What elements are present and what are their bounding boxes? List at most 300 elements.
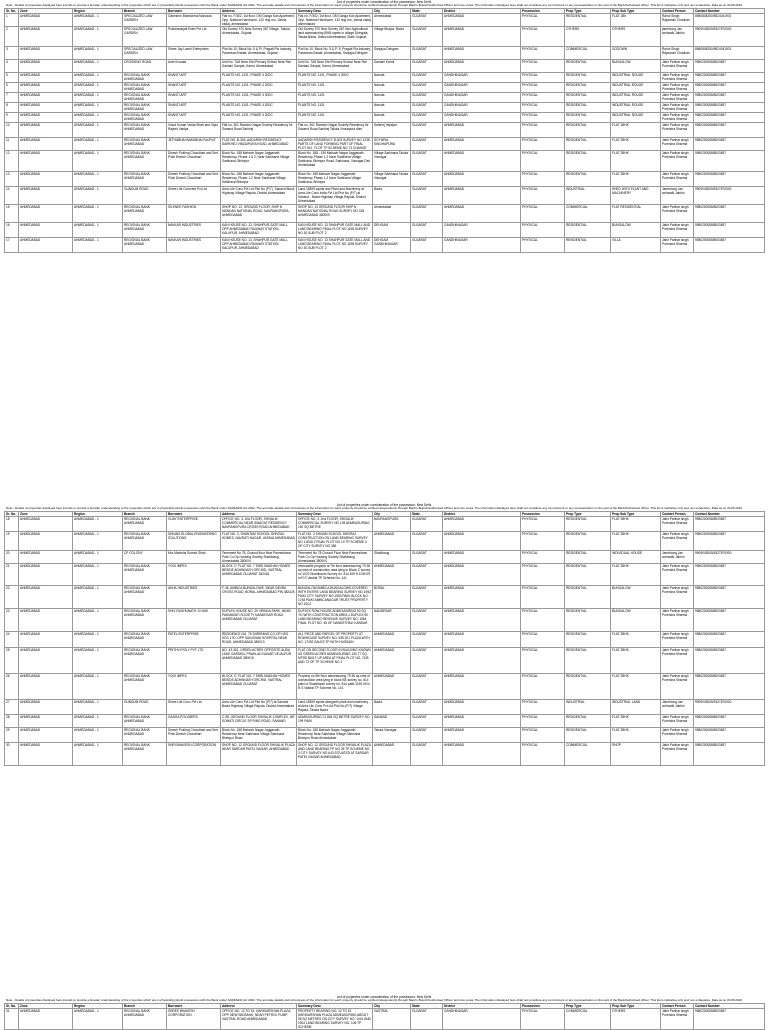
table-cell: AHMEDABAD: [373, 631, 411, 647]
table-cell: ALL PIECE AND PARCEL OF PROPERTY AT ROWHOUSE SURVEY NO. 535 301 PLAZA WITH NO. 17292 SALES TP WITH HUSSAIN: [297, 631, 373, 647]
table-row: [5, 222, 765, 237]
document-title-line: List of properties under consideration of the possession: New Delhi: [336, 995, 432, 999]
table-cell: 28: [5, 714, 19, 727]
table-cell: RESIDENTIAL: [565, 585, 611, 608]
table-cell: 9980200058/8003657: [694, 237, 765, 252]
table-cell: GANDHINAGAR: [443, 1008, 521, 1029]
table-cell: 9980200058/8003657: [694, 102, 765, 112]
table-cell: PHYSICAL: [521, 563, 565, 585]
table-cell: INDUSTRIAL LAND: [611, 699, 661, 714]
table-cell: OFFICE NO. 3, 2nd FLOOR, SHIVALIK COMMERCIAL NEAR SWAGAT RESIDENCY NAVRANGPURA CROSS ROAD AHMEDABAD: [221, 516, 297, 531]
column-header: Prop Sub Type: [611, 1003, 661, 1008]
table-cell: Jabir Parihar singh Purendra Sharma: [661, 714, 694, 727]
table-cell: GANDHINAGAR: [443, 222, 521, 237]
table-cell: Jabir Parihar singh Purendra Sharma: [661, 82, 694, 92]
table-row: [5, 186, 765, 204]
column-header: State: [411, 1003, 443, 1008]
table-cell: Flat no. F/302, 1st floor, OM Ganga Kan Apartment, Opp. National Handloom, 132 ring rno, Vasna vadaj ahmedabad: [298, 13, 371, 26]
table-cell: REGIONAL BANK AHMEDABAD: [123, 608, 167, 631]
table-row: [5, 102, 765, 112]
table-cell: OFFICE NO. 3, 2nd FLOOR, SHIVALIK COMMERCIAL SURVEY NO 135 ADMEASURING 152 SQ METRE: [297, 516, 373, 531]
table-cell: AHMEDABAD - 1: [73, 171, 123, 186]
table-cell: REGIONAL BANK AHMEDABAD: [123, 742, 167, 765]
table-cell: REGIONAL BANK AHMEDABAD: [123, 222, 167, 237]
table-cell: AHMEDABAD: [443, 550, 521, 563]
table-cell: FLAT 2BHK: [611, 727, 661, 742]
table-cell: Area Lile Conc Pvt Ltd Plot No (P/7), Sanand Block Highway Village Rajoda, District Ahmedabad: [221, 186, 297, 204]
table-cell: AHMEDABAD: [19, 237, 73, 252]
table-cell: Jabir Parihar singh Purendra Sharma: [661, 122, 694, 137]
table-cell: RESIDENTIAL: [565, 237, 611, 252]
table-cell: GANDHINAGAR: [443, 92, 521, 102]
table-cell: AHMEDABAD - 1: [73, 563, 123, 585]
table-cell: RESIDENTIAL: [565, 171, 611, 186]
table-cell: SHIV RAGHUNATH JI HUM: [167, 608, 221, 631]
table-cell: FLAT 2BHK: [611, 673, 661, 699]
table-cell: INDUSTRIAL ROUGE: [611, 72, 661, 82]
table-cell: 9980200058/8003657: [694, 727, 765, 742]
table-cell: Jabir Parihar singh Purendra Sharma: [661, 102, 694, 112]
table-cell: Naroda: [373, 112, 411, 122]
table-cell: Dinesh Pukhraj Choudhari and Smt. Pinki Dinesh Choudhari: [167, 171, 221, 186]
table-cell: AHMEDABAD - 1: [73, 699, 123, 714]
table-cell: FLAT 2BHK: [611, 563, 661, 585]
column-header: Sr. No.: [5, 511, 19, 516]
table-cell: Pushkaranjali Enter Pvt Ltd: [167, 26, 221, 46]
document-title-line: List of properties under consideration of the possession: New Delhi: [336, 0, 432, 4]
column-header: Sr. No.: [5, 1003, 19, 1008]
table-cell: RESIDENTIAL: [565, 727, 611, 742]
table-cell: RESIDENTIAL: [565, 516, 611, 531]
table-row: [5, 608, 765, 631]
table-cell: GUJARAT: [411, 550, 443, 563]
table-cell: 14: [5, 186, 19, 204]
table-cell: FLAT 2BHK: [611, 171, 661, 186]
table-cell: Jabir Parihar singh Purendra Sharma: [661, 727, 694, 742]
table-cell: GUJARAT: [411, 102, 443, 112]
table-cell: Flat no. 301 Ramdev Nagar Society Residency Nr Sanand Road Sarkhej Taluka Vinzaipura dhm: [297, 122, 373, 137]
table-cell: GANDHINAGAR: [443, 102, 521, 112]
table-cell: Sarkhej Vejalpur: [373, 122, 411, 137]
table-cell: AHMEDABAD: [19, 742, 73, 765]
table-cell: PLANTS NO. 1101: [297, 82, 373, 92]
column-header: City: [373, 1003, 411, 1008]
table-cell: AHMEDABAD: [19, 102, 73, 112]
table-cell: JETHABHAI BABUBHAI RAJPUT: [167, 137, 221, 150]
table-cell: GUJARAT: [411, 714, 443, 727]
table-cell: Ganeshm Bhavsinhai Marvada: [167, 13, 221, 26]
table-cell: SHANTI ART: [167, 92, 221, 102]
table-cell: PHYSICAL: [521, 237, 565, 252]
table-cell: GANDHINAGAR: [443, 82, 521, 92]
table-cell: Village Sarkhana Taluka Visnagar: [373, 171, 411, 186]
table-cell: GUJARAT: [411, 59, 443, 72]
table-row: [5, 59, 765, 72]
table-cell: INDUSTRIAL ROUGE: [611, 92, 661, 102]
table-cell: SHANTI ART: [167, 112, 221, 122]
table-cell: PLANTS NO. 1101: [297, 92, 373, 102]
table-cell: SHOP NO. 12 GROUND FLOOR SHIVALIK PLAZA AND LAND BEARING FP NO 35 TP SCHEME NO 3 CITY SURVEY NO 643 SITUATED AT SARDAR PATEL NAGAR AHMEDABAD: [297, 742, 373, 765]
table-cell: GUJARAT: [411, 26, 443, 46]
table-cell: Dinesh Pukhraj Choudhari and Smt. Pinki Dinesh Choudhari: [167, 727, 221, 742]
table-cell: REGIONAL BANK AHMEDABAD: [123, 516, 167, 531]
properties-table: [4, 8, 765, 253]
table-cell: INDUSTRIAL ROUGE: [611, 82, 661, 92]
table-cell: AHMEDABAD: [19, 585, 73, 608]
table-cell: Jabir Parihar singh Purendra Sharma: [661, 531, 694, 550]
table-cell: Property on 9th floor admeasuring 79.36 sq mtrs of construction area lying in block BE survey no. 814 paiki of Shahibaum survey no. 814 paiki 1139.09 in R.S Vastral TP Scheme No. 141: [297, 673, 373, 699]
table-cell: AHMEDABAD - 1: [73, 186, 123, 204]
table-cell: REGIONAL BANK AHMEDABAD: [123, 647, 167, 673]
table-cell: Mrs Manisha Suresh Shah: [167, 550, 221, 563]
table-cell: Naroda: [373, 82, 411, 92]
table-cell: Jabir Parihar singh Purendra Sharma: [661, 1008, 694, 1029]
table-cell: 9980200058/8003657: [694, 1008, 765, 1029]
column-header: Contact Person: [661, 1003, 694, 1008]
table-cell: PHYSICAL: [521, 112, 565, 122]
table-cell: AHMEDABAD: [443, 150, 521, 171]
table-cell: RESIDENTIAL: [565, 608, 611, 631]
table-cell: 13: [5, 171, 19, 186]
table-cell: REGIONAL BANK AHMEDABAD: [123, 102, 167, 112]
table-cell: ADMEASURING 21 864 SQ METRE SURVEY NO 199 PAIKI: [297, 714, 373, 727]
table-cell: FLAT RESIDENTIAL: [611, 204, 661, 222]
table-cell: 9980200058/8003657: [694, 72, 765, 82]
table-cell: AHMEDABAD: [373, 673, 411, 699]
document-page-1: [4, 0, 764, 383]
table-row: [5, 237, 765, 252]
table-cell: Plot No 10, Block No. 5 & P: 5, Pragati Pla Industry, Paramvan Estate, Ahmedabad, Sanjaya Dehgam: [297, 46, 373, 59]
disclaimer-note: Note - Details of properties displayed here intends to provide a broader understanding of the properties which are in physical/symbolic possession with the Bank under SARFAESI Act 2002. The accurate details and correctness of the information for each property should be verified independently through Bank's Branch/Authorised Officer and vice versa. The information displayed here shall not constitute any commitment or any representation on the part of the Bank/Authorised officer. This list is indicative only and non exhaustive. Data as on 30.06.2022: [6, 3, 743, 7]
table-cell: AHMEDABAD - 1: [73, 673, 123, 699]
column-header: Prop Type: [565, 511, 611, 516]
table-cell: AHMEDABAD: [19, 122, 73, 137]
table-cell: Vinod Kumar Varda Shah and Vipul Rajesh Vaidya: [167, 122, 221, 137]
table-cell: AHMEDABAD - 1: [73, 531, 123, 550]
table-cell: jambhong Jan wolrwalk Jabirin: [661, 26, 694, 46]
table-cell: KAN HOUSE NO. 13 SHAHPUR GATE MALL AND LAND BEARING FINAL PLOT NO 1198 SURVEY NO 30 SUB PLOT 2: [297, 222, 373, 237]
table-cell: PHYSICAL: [521, 673, 565, 699]
column-header: Contact Person: [661, 511, 694, 516]
table-cell: SHRI BHAVESH CORPORATION: [167, 742, 221, 765]
table-cell: FLAT 2BHK: [611, 516, 661, 531]
table-cell: Block No. 188 Mahavir Nagar Jagganath Residency Phase 1-2 Near Sarkhana Village Sarkhana, Bhimpur: [297, 171, 373, 186]
table-cell: RESIDENTIAL: [565, 563, 611, 585]
table-cell: BUNGALOW: [611, 59, 661, 72]
table-cell: Jabir Parihar singh Purendra Sharma: [661, 237, 694, 252]
table-cell: PHYSICAL: [521, 1008, 565, 1029]
table-cell: GUJARAT: [411, 727, 443, 742]
table-cell: AHMEDABAD: [443, 727, 521, 742]
table-cell: 7: [5, 92, 19, 102]
table-cell: AHMEDABAD: [443, 631, 521, 647]
table-cell: C-98, GROUND FLOOR SHIVALIK COMPLEX, NR SOMATI CIRCLE SP RING ROAD, SANAND: [221, 714, 297, 727]
table-cell: Dantani Karmi: [373, 59, 411, 72]
table-cell: 9909043005/9327870000: [694, 186, 765, 204]
table-cell: FLAT 2BHK: [611, 631, 661, 647]
table-cell: SPECIALIZED LAW GARDEN: [123, 46, 167, 59]
table-cell: SHANTI ART: [167, 72, 221, 82]
table-cell: REGIONAL BANK AHMEDABAD: [123, 122, 167, 137]
column-header: Address: [221, 1003, 297, 1008]
table-cell: FLAT NO. B-303, AADARSH RESIDENCY, SARKHEJ VINZAIPURA ROAD, AHMEDABAD: [221, 137, 297, 150]
table-cell: AHMEDABAD: [373, 563, 411, 585]
column-header: Possession: [521, 1003, 565, 1008]
table-cell: PLANTS NO. 1101, PHASE 4 GIDC: [221, 82, 297, 92]
table-cell: PHYSICAL: [521, 531, 565, 550]
document-page-2: [4, 503, 764, 943]
table-cell: GANDHINAGAR: [443, 112, 521, 122]
table-cell: 18: [5, 516, 19, 531]
table-cell: BUNGALOW: [611, 585, 661, 608]
table-cell: GUJARAT: [411, 150, 443, 171]
table-cell: AHMEDABAD - 1: [73, 647, 123, 673]
column-header: City: [373, 511, 411, 516]
table-cell: FLAT 2BHK: [611, 137, 661, 150]
table-cell: GUJARAT: [411, 13, 443, 26]
column-header: Region: [73, 8, 123, 13]
column-header: City: [373, 8, 411, 13]
table-cell: GUJARAT: [411, 186, 443, 204]
table-cell: PLANTS NO. 1101, PHASE 4 GIDC: [221, 102, 297, 112]
column-header: Region: [73, 511, 123, 516]
table-cell: Sanjaya Dehgam: [373, 46, 411, 59]
table-cell: SHOP NO. 12 GROUND FLOOR SHIVALIK PLAZA NEAR SARDAR PATEL NAGAR, AHMEDABAD: [221, 742, 297, 765]
table-cell: GUJARAT: [411, 673, 443, 699]
table-cell: RESIDENTIAL: [565, 631, 611, 647]
table-cell: Naroda: [373, 72, 411, 82]
table-cell: AHMEDABAD: [443, 563, 521, 585]
table-cell: PHYSICAL: [521, 13, 565, 26]
table-cell: PROPERTY BEARING NO. 12 TO 15 HARIDARSHAN PLAZA ADMEASURING ABOUT 95 SQ METRES ON CITY SURVEY NO. 1001 AND 1002 LAND BEARING SURVEY NO. 106 TP SCHEME: [298, 1008, 371, 1029]
disclaimer-note: Note - Details of properties displayed here intends to provide a broader understanding of the properties which are in physical/symbolic possession with the Bank under SARFAESI Act 2002. The accurate details and correctness of the information for each property should be verified independently through Bank's Branch/Authorised Officer and vice versa. The information displayed here shall not constitute any commitment or any representation on the part of the Bank/Authorised officer. This list is indicative only and non exhaustive. Data as on 30.06.2022: [6, 506, 743, 510]
table-cell: GUJARAT: [411, 112, 443, 122]
table-cell: 9909043005/9327870000: [694, 550, 765, 563]
table-cell: Naroda: [373, 102, 411, 112]
table-cell: PHYSICAL: [521, 647, 565, 673]
table-cell: 27: [5, 699, 19, 714]
table-cell: Jabir Parihar singh Purendra Sharma: [661, 150, 694, 171]
table-cell: RESIDENTIAL: [565, 150, 611, 171]
column-header: State: [411, 8, 443, 13]
table-cell: KAN HOUSE NO. 13 SHAHPUR GATE MALL AND LAND BEARING FINAL PLOT NO 1198 SURVEY NO 30 SUB PLOT 2: [297, 237, 373, 252]
table-cell: AHMEDABAD - 1: [73, 585, 123, 608]
table-cell: AHMEDABAD - 1: [73, 46, 123, 59]
table-row: [5, 714, 765, 727]
table-row: [5, 699, 765, 714]
table-cell: 11: [5, 137, 19, 150]
table-cell: Tenement No 78, Ground floor New Parmeshwar Park Co Op Housing Society Shahibaug, Ahmedabad 380004: [221, 550, 297, 563]
table-cell: AHMEDABAD: [19, 608, 73, 631]
table-cell: OTHERS: [611, 26, 661, 46]
table-cell: REGIONAL BANK AHMEDABAD: [123, 714, 167, 727]
table-cell: RESIDENTIAL: [565, 92, 611, 102]
table-cell: RESIDENTIAL: [565, 714, 611, 727]
table-cell: GUNDUM ROAD: [123, 699, 167, 714]
table-cell: FLAT ON SECOND FLOOR IN BUILDING KNOWN AS GREEN ACRES ADMEASURING 130.77 SQ MTRS BUILT UP AREA AT FINAL PLOT NO. 71/B AND 72 OF TP SCHEME NO 1: [297, 647, 373, 673]
table-cell: 9980200058/8003657: [694, 647, 765, 673]
table-cell: SPECIALIZED LAW GARDEN: [123, 26, 167, 46]
table-cell: AHMEDABAD: [443, 516, 521, 531]
table-cell: AHMEDABAD - 1: [73, 102, 123, 112]
table-cell: Jabir Parihar singh Purendra Sharma: [661, 59, 694, 72]
table-cell: AHMEDABAD: [19, 171, 73, 186]
table-cell: GUJARAT: [411, 531, 443, 550]
table-cell: 9980200058/8003657: [694, 714, 765, 727]
table-row: [5, 516, 765, 531]
column-header: Zone: [19, 1003, 73, 1008]
table-cell: REGIONAL BANK AHMEDABAD: [123, 171, 167, 186]
table-row: [5, 742, 765, 765]
table-cell: GUJARAT: [411, 92, 443, 102]
table-cell: GUJARAT: [411, 699, 443, 714]
table-cell: PHYSICAL: [521, 59, 565, 72]
table-cell: AHMEDABAD: [19, 59, 73, 72]
table-cell: AHMEDABAD: [19, 516, 73, 531]
table-cell: Jabir Parihar singh Purendra Sharma: [661, 608, 694, 631]
table-cell: AHMEDABAD - 1: [73, 631, 123, 647]
table-cell: AADARSH RESIDENCY B-303 SURVEY NO 1238 PARTS OF LAND FORMING PART OF FINAL PLOT NO. 72 OF TP SCHEME NO 73 CHANGE: [297, 137, 373, 150]
table-cell: 9980200058/8003657: [694, 137, 765, 150]
table-cell: BUNGALOW: [611, 222, 661, 237]
table-cell: PHYSICAL: [521, 585, 565, 608]
table-cell: COMMERCIAL: [565, 204, 611, 222]
table-cell: Rahul Singh Rajwansh Chauhan: [661, 46, 694, 59]
table-cell: AHMEDABAD: [443, 742, 521, 765]
properties-table: [4, 511, 765, 766]
column-header: Borrower: [167, 511, 221, 516]
column-header: District: [443, 8, 521, 13]
table-cell: AHMEDABAD - 1: [73, 204, 123, 222]
table-row: [5, 647, 765, 673]
table-cell: PHYSICAL: [521, 171, 565, 186]
table-cell: AHMEDABAD: [443, 186, 521, 204]
table-cell: AHMEDABAD - 1: [73, 1008, 123, 1029]
table-cell: 30: [5, 742, 19, 765]
table-cell: RESIDENTIAL: [565, 673, 611, 699]
column-header: Branch: [123, 511, 167, 516]
table-cell: NANDESAR: [373, 608, 411, 631]
table-row: [5, 72, 765, 82]
table-cell: AHMEDABAD: [19, 714, 73, 727]
table-cell: Shree Jay Laxmi Enterprises: [167, 46, 221, 59]
table-cell: Jabir Parihar singh Purendra Sharma: [661, 742, 694, 765]
table-cell: PHYSICAL: [521, 72, 565, 82]
table-cell: 9: [5, 112, 19, 122]
column-header: Zone: [19, 8, 73, 13]
table-cell: PRITHVI POLY PVT LTD: [167, 647, 221, 673]
table-cell: AHMEDABAD: [443, 585, 521, 608]
table-cell: INDIVIDUAL HOUSE: [611, 550, 661, 563]
table-cell: REGIONAL BANK AHMEDABAD: [123, 204, 167, 222]
table-cell: BLOCK 'C' FLAT NO. 7 SHRI MADHAV HOMES BESIDE ADHINNATH ORCHID, VASTRAL AHMEDABAD GUJARAT 382418: [221, 563, 297, 585]
table-cell: 3: [5, 46, 19, 59]
table-cell: Unit No. 7&8 Near Shri Primary School Near Raf Dantani Ganpat, Karmi, Ahmedabad: [221, 59, 297, 72]
table-cell: AHMEDABAD: [373, 531, 411, 550]
table-cell: SANAND: [373, 714, 411, 727]
column-header: Borrower: [167, 1003, 221, 1008]
table-cell: REGIONAL BANK AHMEDABAD: [123, 585, 167, 608]
table-cell: AHMEDABAD: [443, 137, 521, 150]
table-cell: GUJARAT: [411, 608, 443, 631]
table-row: [5, 112, 765, 122]
table-cell: Jambhong Jan wolrwalk Jabirin: [661, 550, 694, 563]
table-cell: NO. 43-301, GREEN ACRES OPPOSITE AUDA LAKE GARDEN, PRAHLAD NAGAR VEJALPUR AHMEDABAD 380015: [221, 647, 297, 673]
table-cell: INDUSTRIAL: [565, 699, 611, 714]
table-cell: 8980808250/9824041901: [694, 46, 765, 59]
table-cell: AHMEDABAD: [443, 608, 521, 631]
table-cell: AHMEDABAD - 1: [73, 13, 123, 26]
table-cell: RESIDENTIAL: [565, 112, 611, 122]
table-cell: 9980200058/8003657: [694, 150, 765, 171]
table-cell: AHMEDABAD - 1: [73, 82, 123, 92]
column-header: District: [443, 1003, 521, 1008]
table-cell: Unit No. 7&8 Near Shri Primary School Near Raf Dantani Ganpat, Karmi, Ahmedabad: [297, 59, 373, 72]
table-cell: BLOCK 'C' FLAT NO. 7 SHRI MADHAV HOMES BESIDE ADHINNATH ORCHID, VASTRAL AHMEDABAD GUJARAT: [221, 673, 297, 699]
table-row: [5, 46, 765, 59]
table-cell: AHMEDABAD - 1: [73, 59, 123, 72]
table-cell: REGIONAL BANK AHMEDABAD: [123, 72, 167, 82]
column-header: Contact Number: [694, 1003, 765, 1008]
table-cell: AHMEDABAD: [19, 699, 73, 714]
table-cell: AHMEDABAD - 1: [73, 112, 123, 122]
table-cell: 16: [5, 222, 19, 237]
table-cell: GUJARAT: [411, 742, 443, 765]
table-cell: AHMEDABAD: [373, 647, 411, 673]
table-cell: AHMEDABAD: [443, 699, 521, 714]
table-cell: 9980200058/8003657: [694, 585, 765, 608]
table-cell: 9909043005/9327870000: [694, 699, 765, 714]
table-cell: SHOP: [611, 742, 661, 765]
table-cell: 2: [5, 26, 19, 46]
table-cell: PHYSICAL: [521, 550, 565, 563]
table-cell: AHMEDABAD: [19, 46, 73, 59]
table-cell: PHYSICAL: [521, 122, 565, 137]
table-cell: FLAT 2BHK: [611, 647, 661, 673]
table-cell: 5: [5, 72, 19, 82]
table-cell: AHMEDABAD: [19, 13, 73, 26]
table-cell: Jabir Parihar singh Purendra Sharma: [661, 112, 694, 122]
table-cell: 9980200058/8003657: [694, 122, 765, 137]
table-cell: 9980200058/8003657: [694, 531, 765, 550]
table-cell: 24: [5, 631, 19, 647]
table-row: [5, 171, 765, 186]
table-cell: AHMEDABAD - 1: [73, 137, 123, 150]
table-cell: INDUSTRIAL ROUGE: [611, 112, 661, 122]
column-header: State: [411, 511, 443, 516]
table-cell: REGIONAL BANK AHMEDABAD: [123, 92, 167, 102]
table-cell: BORAL: [373, 585, 411, 608]
table-cell: OTHERS: [611, 1008, 661, 1029]
table-cell: DUPLEX ROW HOUSE ADMEASURING 90 SQ YD WITH CONSTRUCTION AREA 1 DUPLEX 50 LAND BEARING REVENUE SURVEY NO. 1564 FINAL PLOT NO. 45 OF NANDSTHALI KANSAR: [297, 608, 373, 631]
table-cell: AHMEDABAD - 1: [73, 550, 123, 563]
table-cell: GUJARAT: [411, 563, 443, 585]
table-cell: Jabir Parihar singh Purendra Sharma: [661, 563, 694, 585]
table-cell: GUJARAT: [411, 237, 443, 252]
table-cell: Block No. 188 Mahavir Nagar Jagganath Residency, Phase 1-2 Near Sarkhana Village Sarkhana Bhimpur: [221, 171, 297, 186]
table-cell: KAN HOUSE NO. 13, SHAHPUR GATE MALL OPP AHMEDABAD RAILWAY STATION, KALUPUR, AHMEDABAD: [221, 222, 297, 237]
table-cell: REGIONAL BANK AHMEDABAD: [123, 531, 167, 550]
table-cell: Jabir Parihar singh Purendra Sharma: [661, 631, 694, 647]
table-cell: 9980200058/8003657: [694, 631, 765, 647]
table-cell: RESIDENTIAL: [565, 82, 611, 92]
table-cell: 9980200058/8003657: [694, 171, 765, 186]
table-cell: Jabir Parihar singh Purendra Sharma: [661, 72, 694, 82]
table-cell: PHYSICAL: [521, 204, 565, 222]
table-cell: PLANTS NO. 1101: [297, 112, 373, 122]
table-cell: AHMEDABAD - 1: [73, 72, 123, 82]
table-cell: SHIVAM GLOBAL ENGINEERING SOLUTIONS: [167, 531, 221, 550]
